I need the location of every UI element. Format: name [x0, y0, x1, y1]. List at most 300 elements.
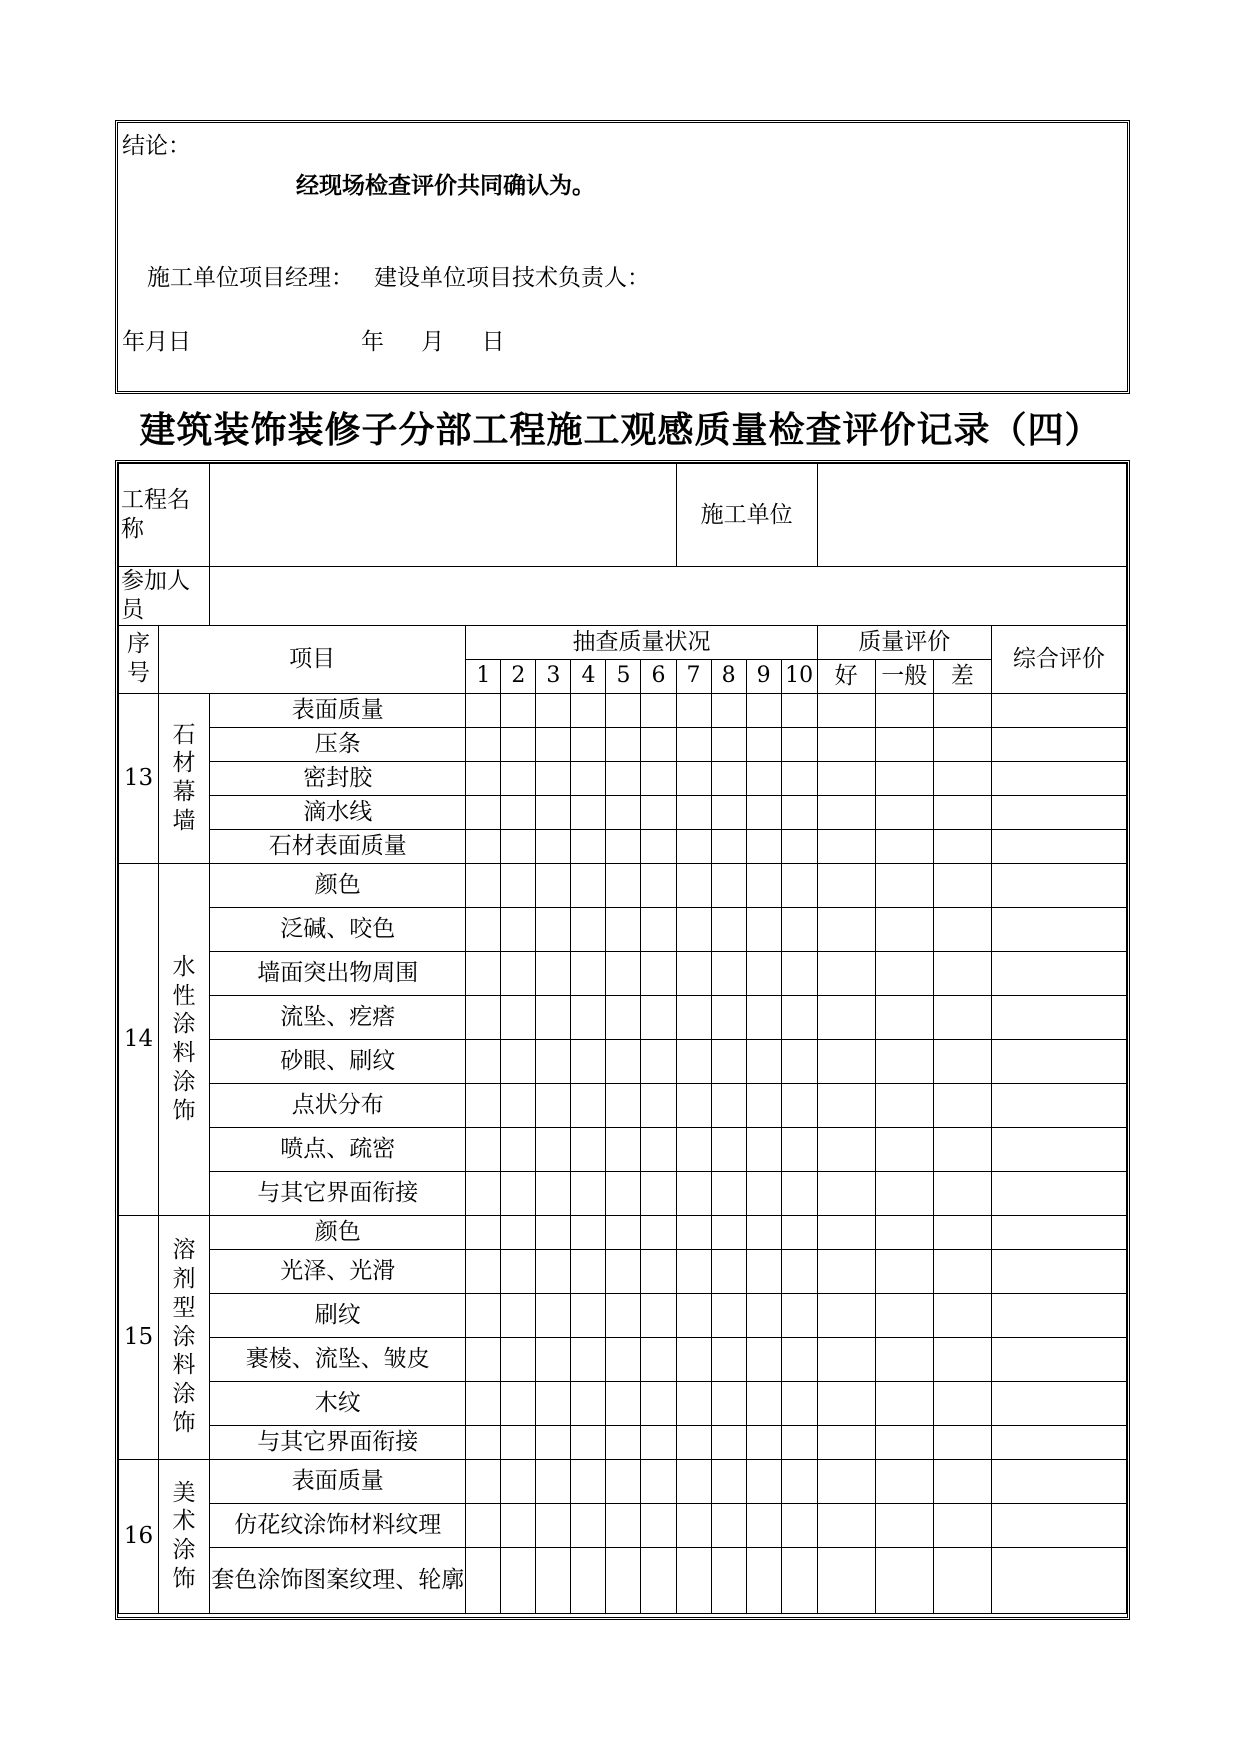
sample-cell[interactable] — [606, 761, 641, 795]
sample-cell[interactable] — [676, 907, 711, 951]
sample-cell[interactable] — [571, 1337, 606, 1381]
sample-cell[interactable] — [711, 1083, 746, 1127]
sample-cell[interactable] — [746, 1293, 781, 1337]
sample-cell[interactable] — [641, 761, 676, 795]
sample-cell[interactable] — [676, 1381, 711, 1425]
sample-cell[interactable] — [536, 1547, 571, 1613]
sample-cell[interactable] — [711, 1127, 746, 1171]
overall-cell[interactable] — [991, 727, 1126, 761]
quality-cell[interactable] — [875, 1083, 933, 1127]
sample-cell[interactable] — [571, 829, 606, 863]
sample-cell[interactable] — [711, 1249, 746, 1293]
sample-cell[interactable] — [711, 1459, 746, 1503]
sample-cell[interactable] — [571, 1503, 606, 1547]
quality-cell[interactable] — [933, 1249, 991, 1293]
sample-cell[interactable] — [781, 693, 817, 727]
sample-cell[interactable] — [501, 1503, 536, 1547]
sample-cell[interactable] — [781, 1215, 817, 1249]
sample-cell[interactable] — [466, 1337, 501, 1381]
quality-cell[interactable] — [875, 1249, 933, 1293]
quality-cell[interactable] — [875, 727, 933, 761]
sample-cell[interactable] — [606, 995, 641, 1039]
sample-cell[interactable] — [641, 1547, 676, 1613]
sample-cell[interactable] — [501, 1381, 536, 1425]
quality-cell[interactable] — [933, 693, 991, 727]
sample-cell[interactable] — [781, 995, 817, 1039]
sample-cell[interactable] — [536, 693, 571, 727]
sample-cell[interactable] — [501, 727, 536, 761]
sample-cell[interactable] — [606, 1127, 641, 1171]
sample-cell[interactable] — [781, 1171, 817, 1215]
sample-cell[interactable] — [711, 951, 746, 995]
sample-cell[interactable] — [536, 1083, 571, 1127]
sample-cell[interactable] — [536, 1215, 571, 1249]
quality-cell[interactable] — [817, 1083, 875, 1127]
sample-cell[interactable] — [746, 951, 781, 995]
sample-cell[interactable] — [781, 1425, 817, 1459]
sample-cell[interactable] — [746, 995, 781, 1039]
sample-cell[interactable] — [641, 693, 676, 727]
sample-cell[interactable] — [571, 995, 606, 1039]
quality-cell[interactable] — [875, 1503, 933, 1547]
sample-cell[interactable] — [641, 795, 676, 829]
quality-cell[interactable] — [933, 761, 991, 795]
sample-cell[interactable] — [746, 907, 781, 951]
quality-cell[interactable] — [817, 1127, 875, 1171]
quality-cell[interactable] — [817, 995, 875, 1039]
sample-cell[interactable] — [676, 693, 711, 727]
sample-cell[interactable] — [641, 907, 676, 951]
sample-cell[interactable] — [676, 727, 711, 761]
quality-cell[interactable] — [933, 1039, 991, 1083]
sample-cell[interactable] — [466, 1127, 501, 1171]
sample-cell[interactable] — [746, 1337, 781, 1381]
sample-cell[interactable] — [501, 863, 536, 907]
quality-cell[interactable] — [817, 907, 875, 951]
sample-cell[interactable] — [501, 1459, 536, 1503]
sample-cell[interactable] — [466, 693, 501, 727]
sample-cell[interactable] — [676, 1337, 711, 1381]
quality-cell[interactable] — [817, 1337, 875, 1381]
sample-cell[interactable] — [781, 1249, 817, 1293]
sample-cell[interactable] — [466, 1381, 501, 1425]
sample-cell[interactable] — [781, 1293, 817, 1337]
sample-cell[interactable] — [746, 863, 781, 907]
sample-cell[interactable] — [746, 1503, 781, 1547]
sample-cell[interactable] — [571, 761, 606, 795]
quality-cell[interactable] — [875, 795, 933, 829]
quality-cell[interactable] — [875, 1171, 933, 1215]
quality-cell[interactable] — [875, 829, 933, 863]
sample-cell[interactable] — [641, 1381, 676, 1425]
sample-cell[interactable] — [711, 1293, 746, 1337]
quality-cell[interactable] — [933, 951, 991, 995]
sample-cell[interactable] — [676, 951, 711, 995]
sample-cell[interactable] — [571, 1459, 606, 1503]
sample-cell[interactable] — [641, 1127, 676, 1171]
sample-cell[interactable] — [746, 1459, 781, 1503]
sample-cell[interactable] — [501, 1337, 536, 1381]
quality-cell[interactable] — [817, 795, 875, 829]
quality-cell[interactable] — [875, 1337, 933, 1381]
sample-cell[interactable] — [711, 1171, 746, 1215]
sample-cell[interactable] — [571, 951, 606, 995]
sample-cell[interactable] — [571, 1249, 606, 1293]
sample-cell[interactable] — [676, 761, 711, 795]
sample-cell[interactable] — [676, 1171, 711, 1215]
overall-cell[interactable] — [991, 1459, 1126, 1503]
sample-cell[interactable] — [571, 1547, 606, 1613]
overall-cell[interactable] — [991, 1039, 1126, 1083]
sample-cell[interactable] — [466, 1039, 501, 1083]
sample-cell[interactable] — [641, 727, 676, 761]
overall-cell[interactable] — [991, 1337, 1126, 1381]
sample-cell[interactable] — [606, 1249, 641, 1293]
sample-cell[interactable] — [536, 951, 571, 995]
sample-cell[interactable] — [571, 907, 606, 951]
sample-cell[interactable] — [711, 795, 746, 829]
sample-cell[interactable] — [676, 1425, 711, 1459]
quality-cell[interactable] — [933, 1503, 991, 1547]
sample-cell[interactable] — [676, 1503, 711, 1547]
sample-cell[interactable] — [746, 1215, 781, 1249]
sample-cell[interactable] — [781, 761, 817, 795]
quality-cell[interactable] — [817, 1381, 875, 1425]
sample-cell[interactable] — [501, 951, 536, 995]
sample-cell[interactable] — [536, 1381, 571, 1425]
sample-cell[interactable] — [641, 1293, 676, 1337]
sample-cell[interactable] — [606, 907, 641, 951]
quality-cell[interactable] — [933, 1127, 991, 1171]
sample-cell[interactable] — [711, 761, 746, 795]
sample-cell[interactable] — [466, 1425, 501, 1459]
sample-cell[interactable] — [676, 1039, 711, 1083]
sample-cell[interactable] — [501, 1425, 536, 1459]
sample-cell[interactable] — [501, 761, 536, 795]
sample-cell[interactable] — [501, 795, 536, 829]
quality-cell[interactable] — [875, 863, 933, 907]
sample-cell[interactable] — [536, 795, 571, 829]
project-name-value[interactable] — [210, 464, 676, 567]
overall-cell[interactable] — [991, 1425, 1126, 1459]
sample-cell[interactable] — [501, 995, 536, 1039]
sample-cell[interactable] — [466, 951, 501, 995]
quality-cell[interactable] — [875, 1039, 933, 1083]
quality-cell[interactable] — [817, 1039, 875, 1083]
sample-cell[interactable] — [711, 727, 746, 761]
overall-cell[interactable] — [991, 1127, 1126, 1171]
sample-cell[interactable] — [536, 727, 571, 761]
sample-cell[interactable] — [746, 795, 781, 829]
quality-cell[interactable] — [875, 1381, 933, 1425]
quality-cell[interactable] — [933, 829, 991, 863]
overall-cell[interactable] — [991, 1503, 1126, 1547]
sample-cell[interactable] — [641, 1039, 676, 1083]
sample-cell[interactable] — [641, 995, 676, 1039]
sample-cell[interactable] — [606, 829, 641, 863]
overall-cell[interactable] — [991, 907, 1126, 951]
quality-cell[interactable] — [817, 863, 875, 907]
sample-cell[interactable] — [536, 1171, 571, 1215]
sample-cell[interactable] — [536, 1459, 571, 1503]
sample-cell[interactable] — [781, 1381, 817, 1425]
sample-cell[interactable] — [711, 1503, 746, 1547]
quality-cell[interactable] — [817, 761, 875, 795]
quality-cell[interactable] — [817, 951, 875, 995]
sample-cell[interactable] — [571, 1215, 606, 1249]
sample-cell[interactable] — [641, 1503, 676, 1547]
quality-cell[interactable] — [817, 1171, 875, 1215]
sample-cell[interactable] — [501, 1171, 536, 1215]
overall-cell[interactable] — [991, 1083, 1126, 1127]
quality-cell[interactable] — [933, 1425, 991, 1459]
quality-cell[interactable] — [817, 1547, 875, 1613]
quality-cell[interactable] — [875, 1127, 933, 1171]
sample-cell[interactable] — [466, 829, 501, 863]
sample-cell[interactable] — [466, 1083, 501, 1127]
sample-cell[interactable] — [711, 907, 746, 951]
quality-cell[interactable] — [933, 1459, 991, 1503]
sample-cell[interactable] — [501, 1547, 536, 1613]
sample-cell[interactable] — [606, 1337, 641, 1381]
sample-cell[interactable] — [501, 1127, 536, 1171]
sample-cell[interactable] — [641, 863, 676, 907]
sample-cell[interactable] — [746, 1039, 781, 1083]
quality-cell[interactable] — [933, 1215, 991, 1249]
sample-cell[interactable] — [466, 761, 501, 795]
sample-cell[interactable] — [676, 1249, 711, 1293]
sample-cell[interactable] — [536, 829, 571, 863]
sample-cell[interactable] — [711, 863, 746, 907]
sample-cell[interactable] — [746, 1547, 781, 1613]
quality-cell[interactable] — [875, 907, 933, 951]
quality-cell[interactable] — [933, 863, 991, 907]
sample-cell[interactable] — [781, 907, 817, 951]
sample-cell[interactable] — [676, 1083, 711, 1127]
sample-cell[interactable] — [711, 1039, 746, 1083]
sample-cell[interactable] — [606, 1547, 641, 1613]
sample-cell[interactable] — [571, 1127, 606, 1171]
quality-cell[interactable] — [933, 1337, 991, 1381]
sample-cell[interactable] — [466, 1249, 501, 1293]
sample-cell[interactable] — [781, 1459, 817, 1503]
sample-cell[interactable] — [501, 1039, 536, 1083]
sample-cell[interactable] — [746, 1171, 781, 1215]
sample-cell[interactable] — [536, 1293, 571, 1337]
sample-cell[interactable] — [606, 693, 641, 727]
contractor-value[interactable] — [817, 464, 1126, 567]
sample-cell[interactable] — [746, 1249, 781, 1293]
sample-cell[interactable] — [676, 1293, 711, 1337]
sample-cell[interactable] — [781, 951, 817, 995]
sample-cell[interactable] — [571, 1425, 606, 1459]
sample-cell[interactable] — [676, 1547, 711, 1613]
quality-cell[interactable] — [933, 1171, 991, 1215]
sample-cell[interactable] — [711, 1381, 746, 1425]
overall-cell[interactable] — [991, 951, 1126, 995]
sample-cell[interactable] — [746, 1425, 781, 1459]
sample-cell[interactable] — [746, 1381, 781, 1425]
sample-cell[interactable] — [536, 907, 571, 951]
overall-cell[interactable] — [991, 1381, 1126, 1425]
sample-cell[interactable] — [781, 863, 817, 907]
sample-cell[interactable] — [711, 829, 746, 863]
sample-cell[interactable] — [571, 1381, 606, 1425]
sample-cell[interactable] — [536, 1425, 571, 1459]
sample-cell[interactable] — [711, 1547, 746, 1613]
quality-cell[interactable] — [817, 693, 875, 727]
quality-cell[interactable] — [817, 1459, 875, 1503]
quality-cell[interactable] — [933, 1381, 991, 1425]
sample-cell[interactable] — [571, 727, 606, 761]
quality-cell[interactable] — [875, 1293, 933, 1337]
quality-cell[interactable] — [875, 1547, 933, 1613]
quality-cell[interactable] — [817, 727, 875, 761]
sample-cell[interactable] — [466, 1459, 501, 1503]
quality-cell[interactable] — [933, 995, 991, 1039]
overall-cell[interactable] — [991, 1215, 1126, 1249]
sample-cell[interactable] — [746, 761, 781, 795]
sample-cell[interactable] — [781, 1083, 817, 1127]
sample-cell[interactable] — [606, 1381, 641, 1425]
sample-cell[interactable] — [606, 1039, 641, 1083]
quality-cell[interactable] — [817, 1215, 875, 1249]
sample-cell[interactable] — [536, 995, 571, 1039]
sample-cell[interactable] — [536, 863, 571, 907]
sample-cell[interactable] — [711, 693, 746, 727]
sample-cell[interactable] — [501, 907, 536, 951]
sample-cell[interactable] — [641, 1337, 676, 1381]
sample-cell[interactable] — [536, 1127, 571, 1171]
sample-cell[interactable] — [676, 1459, 711, 1503]
sample-cell[interactable] — [606, 1215, 641, 1249]
participants-value[interactable] — [210, 567, 1127, 626]
sample-cell[interactable] — [606, 1459, 641, 1503]
sample-cell[interactable] — [781, 829, 817, 863]
quality-cell[interactable] — [875, 761, 933, 795]
sample-cell[interactable] — [746, 829, 781, 863]
sample-cell[interactable] — [606, 795, 641, 829]
sample-cell[interactable] — [466, 1215, 501, 1249]
sample-cell[interactable] — [641, 1459, 676, 1503]
sample-cell[interactable] — [536, 761, 571, 795]
quality-cell[interactable] — [933, 1083, 991, 1127]
sample-cell[interactable] — [536, 1503, 571, 1547]
sample-cell[interactable] — [571, 1083, 606, 1127]
sample-cell[interactable] — [676, 863, 711, 907]
overall-cell[interactable] — [991, 1249, 1126, 1293]
quality-cell[interactable] — [875, 1459, 933, 1503]
sample-cell[interactable] — [466, 995, 501, 1039]
overall-cell[interactable] — [991, 829, 1126, 863]
sample-cell[interactable] — [536, 1337, 571, 1381]
overall-cell[interactable] — [991, 863, 1126, 907]
sample-cell[interactable] — [536, 1249, 571, 1293]
sample-cell[interactable] — [781, 1127, 817, 1171]
sample-cell[interactable] — [571, 1293, 606, 1337]
sample-cell[interactable] — [571, 1171, 606, 1215]
quality-cell[interactable] — [875, 951, 933, 995]
sample-cell[interactable] — [641, 829, 676, 863]
quality-cell[interactable] — [817, 1503, 875, 1547]
sample-cell[interactable] — [746, 693, 781, 727]
sample-cell[interactable] — [606, 727, 641, 761]
sample-cell[interactable] — [466, 907, 501, 951]
quality-cell[interactable] — [933, 907, 991, 951]
quality-cell[interactable] — [817, 1425, 875, 1459]
sample-cell[interactable] — [606, 1503, 641, 1547]
sample-cell[interactable] — [781, 727, 817, 761]
quality-cell[interactable] — [817, 1249, 875, 1293]
sample-cell[interactable] — [606, 951, 641, 995]
quality-cell[interactable] — [875, 693, 933, 727]
sample-cell[interactable] — [676, 995, 711, 1039]
sample-cell[interactable] — [571, 693, 606, 727]
sample-cell[interactable] — [676, 795, 711, 829]
sample-cell[interactable] — [711, 1215, 746, 1249]
sample-cell[interactable] — [711, 995, 746, 1039]
quality-cell[interactable] — [933, 1547, 991, 1613]
sample-cell[interactable] — [746, 1127, 781, 1171]
sample-cell[interactable] — [466, 1293, 501, 1337]
sample-cell[interactable] — [641, 951, 676, 995]
sample-cell[interactable] — [466, 795, 501, 829]
sample-cell[interactable] — [711, 1425, 746, 1459]
overall-cell[interactable] — [991, 693, 1126, 727]
sample-cell[interactable] — [466, 1547, 501, 1613]
quality-cell[interactable] — [817, 1293, 875, 1337]
sample-cell[interactable] — [746, 727, 781, 761]
sample-cell[interactable] — [466, 1503, 501, 1547]
sample-cell[interactable] — [571, 795, 606, 829]
sample-cell[interactable] — [641, 1249, 676, 1293]
overall-cell[interactable] — [991, 761, 1126, 795]
sample-cell[interactable] — [606, 1083, 641, 1127]
sample-cell[interactable] — [606, 1171, 641, 1215]
sample-cell[interactable] — [606, 1425, 641, 1459]
sample-cell[interactable] — [501, 1249, 536, 1293]
quality-cell[interactable] — [933, 795, 991, 829]
sample-cell[interactable] — [466, 863, 501, 907]
sample-cell[interactable] — [676, 1215, 711, 1249]
sample-cell[interactable] — [501, 693, 536, 727]
sample-cell[interactable] — [501, 1293, 536, 1337]
overall-cell[interactable] — [991, 1171, 1126, 1215]
sample-cell[interactable] — [606, 1293, 641, 1337]
sample-cell[interactable] — [466, 1171, 501, 1215]
quality-cell[interactable] — [933, 727, 991, 761]
overall-cell[interactable] — [991, 995, 1126, 1039]
sample-cell[interactable] — [571, 863, 606, 907]
sample-cell[interactable] — [641, 1083, 676, 1127]
sample-cell[interactable] — [781, 1503, 817, 1547]
sample-cell[interactable] — [781, 1039, 817, 1083]
sample-cell[interactable] — [676, 829, 711, 863]
sample-cell[interactable] — [746, 1083, 781, 1127]
sample-cell[interactable] — [536, 1039, 571, 1083]
sample-cell[interactable] — [641, 1215, 676, 1249]
overall-cell[interactable] — [991, 795, 1126, 829]
sample-cell[interactable] — [641, 1171, 676, 1215]
quality-cell[interactable] — [875, 1425, 933, 1459]
sample-cell[interactable] — [676, 1127, 711, 1171]
sample-cell[interactable] — [501, 829, 536, 863]
sample-cell[interactable] — [571, 1039, 606, 1083]
sample-cell[interactable] — [781, 795, 817, 829]
sample-cell[interactable] — [501, 1083, 536, 1127]
quality-cell[interactable] — [875, 1215, 933, 1249]
sample-cell[interactable] — [466, 727, 501, 761]
